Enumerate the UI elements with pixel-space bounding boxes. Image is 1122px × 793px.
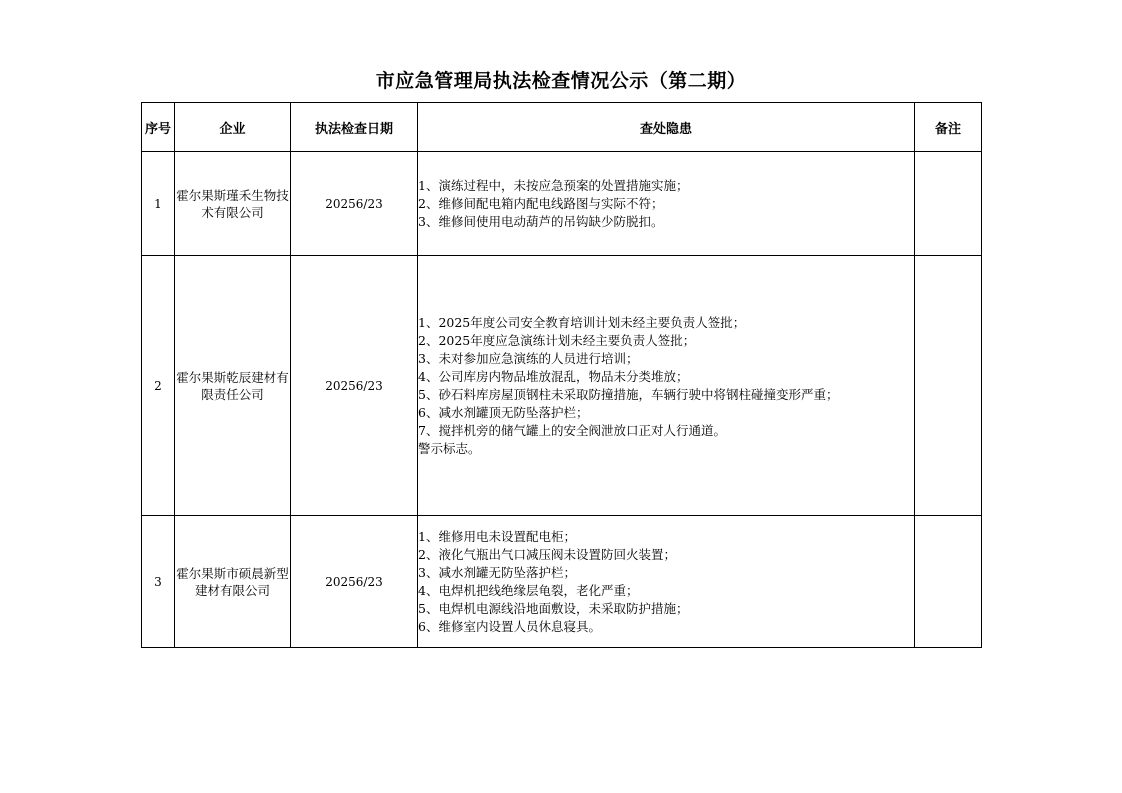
page-title: 市应急管理局执法检查情况公示（第二期） <box>375 70 747 92</box>
hazard-item: 6、减水剂罐顶无防坠落护栏； <box>418 404 589 420</box>
hazard-item: 5、电焊机电源线沿地面敷设，未采取防护措施； <box>418 600 689 616</box>
company-cell: 霍尔果斯瑾禾生物技术有限公司 <box>175 152 291 256</box>
company-cell: 霍尔果斯乾辰建材有限责任公司 <box>175 256 291 516</box>
hazards-cell <box>418 152 915 256</box>
remarks-cell <box>915 256 982 516</box>
hazard-item: 6、维修室内设置人员休息寝具。 <box>418 618 601 634</box>
header-company: 企业 <box>175 103 291 152</box>
table-row <box>142 152 982 256</box>
hazard-item: 2、维修间配电箱内配电线路图与实际不符； <box>418 195 664 211</box>
hazard-item: 2、2025年度应急演练计划未经主要负责人签批； <box>418 332 696 348</box>
hazard-item: 2、液化气瓶出气口减压阀未设置防回火装置； <box>418 546 676 562</box>
serial-number-cell: 1 <box>142 152 175 256</box>
inspection-date-cell: 20256/23 <box>291 516 418 648</box>
hazard-item: 3、维修间使用电动葫芦的吊钩缺少防脱扣。 <box>418 213 664 229</box>
table-row <box>142 256 982 516</box>
company-cell: 霍尔果斯市硕晨新型建材有限公司 <box>175 516 291 648</box>
header-inspection-date: 执法检查日期 <box>291 103 418 152</box>
table-header-row <box>142 103 982 152</box>
serial-number-cell: 2 <box>142 256 175 516</box>
inspection-date-cell: 20256/23 <box>291 152 418 256</box>
header-hazards: 查处隐患 <box>418 103 915 152</box>
hazard-item: 5、砂石料库房屋顶钢柱未采取防撞措施，车辆行驶中将钢柱碰撞变形严重； <box>418 386 839 402</box>
hazards-cell <box>418 256 915 516</box>
serial-number-cell: 3 <box>142 516 175 648</box>
remarks-cell <box>915 152 982 256</box>
hazard-item: 3、减水剂罐无防坠落护栏； <box>418 564 576 580</box>
header-remarks: 备注 <box>915 103 982 152</box>
hazard-item: 1、维修用电未设置配电柜； <box>418 528 576 544</box>
hazard-item: 4、公司库房内物品堆放混乱，物品未分类堆放； <box>418 368 689 384</box>
hazard-item: 3、未对参加应急演练的人员进行培训； <box>418 350 639 366</box>
hazard-item: 1、演练过程中，未按应急预案的处置措施实施； <box>418 177 689 193</box>
inspection-table <box>141 102 982 648</box>
remarks-cell <box>915 516 982 648</box>
hazard-item: 警示标志。 <box>418 440 481 456</box>
inspection-date-cell: 20256/23 <box>291 256 418 516</box>
table-row <box>142 516 982 648</box>
header-serial-number: 序号 <box>142 103 175 152</box>
hazard-item: 4、电焊机把线绝缘层龟裂，老化严重； <box>418 582 639 598</box>
hazards-cell <box>418 516 915 648</box>
hazard-item: 7、搅拌机旁的储气罐上的安全阀泄放口正对人行通道。 <box>418 422 726 438</box>
hazard-item: 1、2025年度公司安全教育培训计划未经主要负责人签批； <box>418 314 746 330</box>
